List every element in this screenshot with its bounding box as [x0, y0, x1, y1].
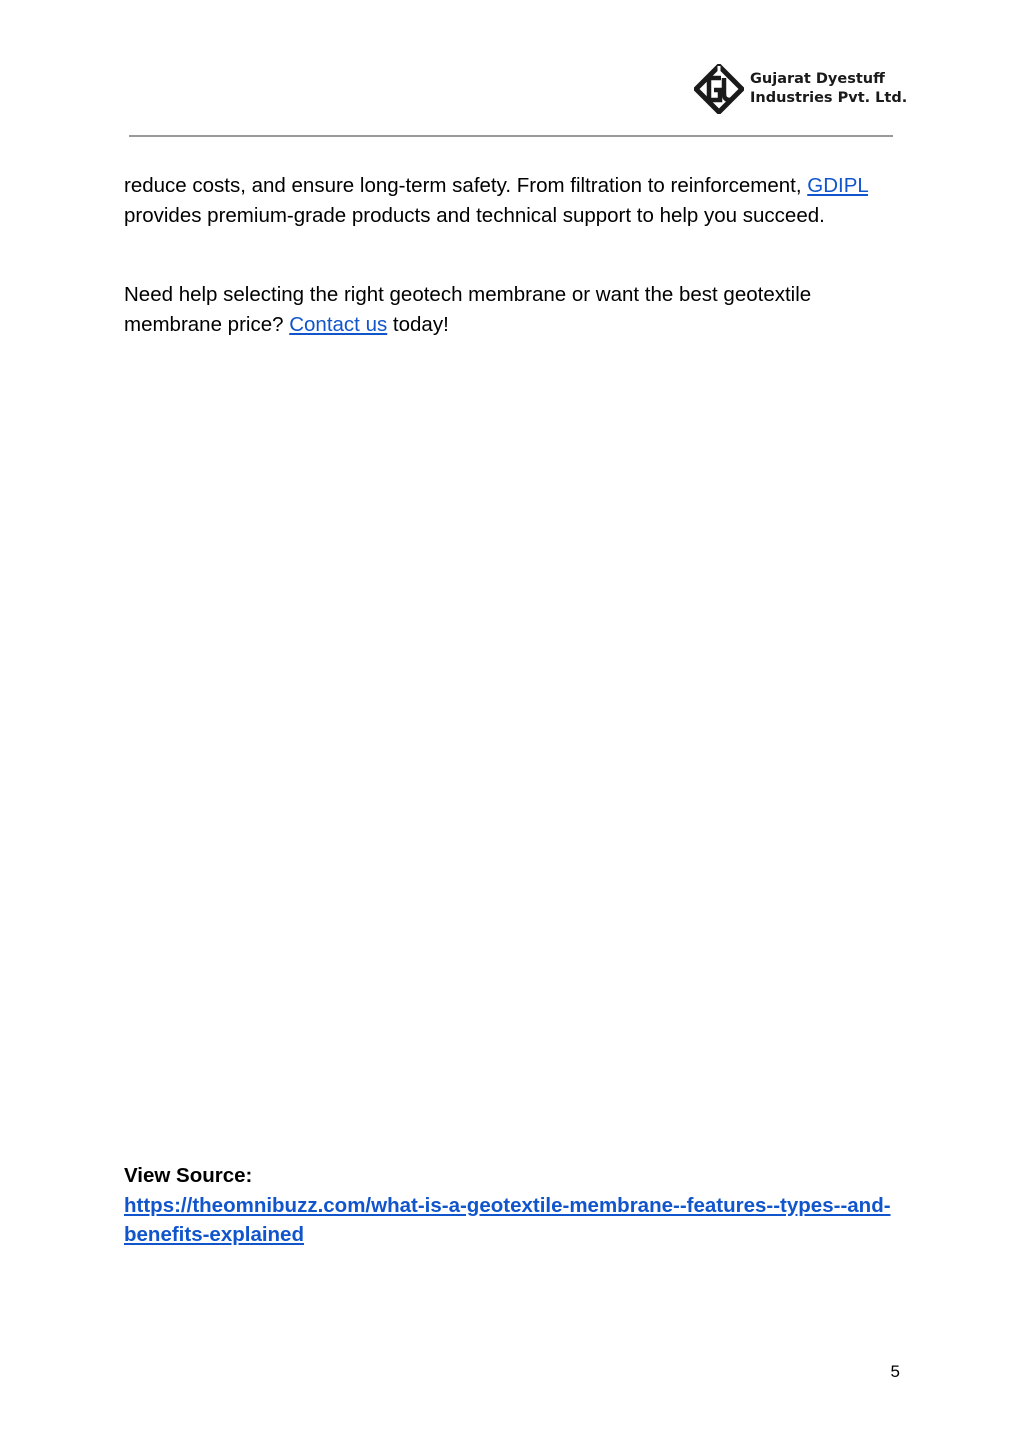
source-url-link[interactable]: https://theomnibuzz.com/what-is-a-geotextile-membrane--features--types--and-benefits-explained — [124, 1193, 891, 1246]
paragraph-text: provides premium-grade products and technical support to help you succeed. — [124, 203, 825, 227]
view-source-block — [124, 1161, 914, 1250]
paragraph-closing — [124, 171, 914, 230]
paragraph-text: Need help selecting the right geotech membrane or want the best geotextile membrane price? — [124, 283, 812, 336]
view-source-label: View Source: — [124, 1164, 253, 1187]
company-name-line1: Gujarat Dyestuff — [750, 71, 885, 87]
company-name-line2: Industries Pvt. Ltd. — [750, 90, 908, 106]
company-logo — [694, 64, 907, 114]
gdipl-logo-icon — [694, 64, 744, 114]
paragraph-cta — [124, 280, 914, 339]
page-number: 5 — [890, 1362, 900, 1381]
contact-us-link[interactable]: Contact us — [289, 312, 388, 336]
paragraph-text: today! — [387, 312, 449, 336]
header-divider — [129, 135, 893, 137]
gdipl-link[interactable]: GDIPL — [807, 174, 869, 197]
company-name — [750, 70, 907, 108]
paragraph-text: reduce costs, and ensure long-term safety. From filtration to reinforcement, — [124, 174, 808, 197]
